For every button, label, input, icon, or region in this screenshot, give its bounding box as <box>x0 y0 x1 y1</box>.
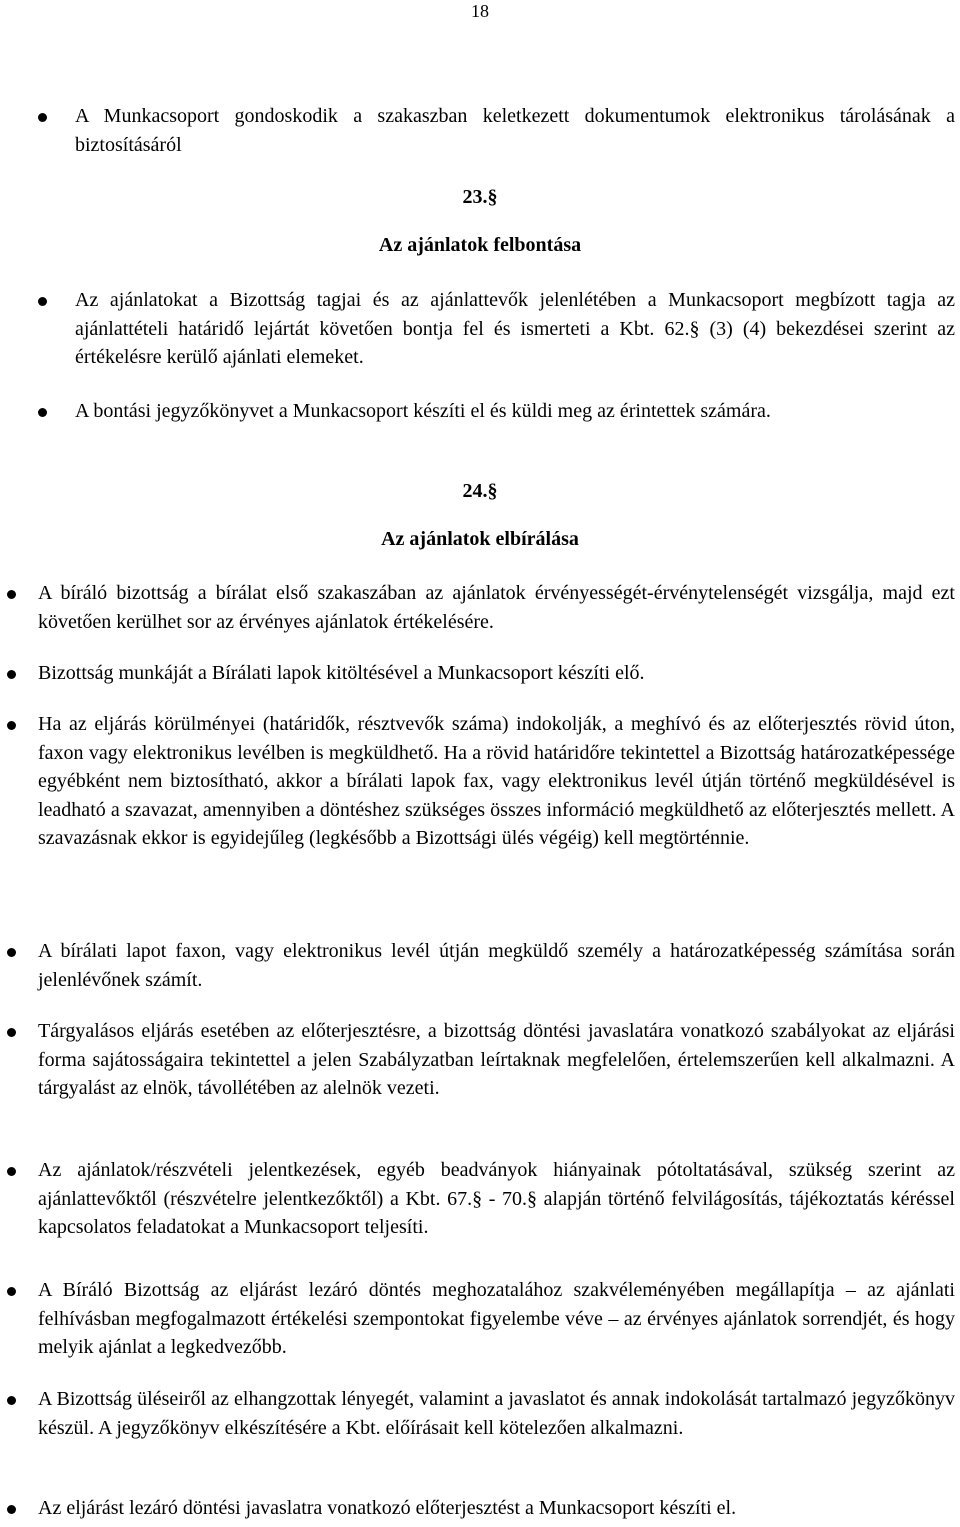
list-item-text: Az ajánlatokat a Bizottság tagjai és az ajánlattevők jelenlétében a Munkacsoport megbízott tagja az ajánlattételi határidő lejártát követően bontja fel és ismerteti a Kbt. 62.§ (3) (4) bekezdései szerint az értékelésre kerülő ajánlati elemeket. <box>75 289 955 368</box>
bullet-icon <box>38 113 47 122</box>
list-item-text: Bizottság munkáját a Bírálati lapok kitöltésével a Munkacsoport készíti elő. <box>38 662 645 684</box>
list-item-text: Ha az eljárás körülményei (határidők, résztvevők száma) indokolják, a meghívó és az előterjesztés rövid úton, faxon vagy elektronikus levélben is megküldhető. Ha a rövid határidőre tekintettel a Bizottság határozatképessége egyébként nem biztosítható, akkor a bírálati lapok fax, vagy elektronikus levél útján történő megküldésével is leadható a szavazat, amennyiben a döntéshez szükséges összes információ megküldhető az előterjesztés mellett. A szavazásnak ekkor is egyidejűleg (legkésőbb a Bizottsági ülés végéig) kell megtörténnie. <box>38 713 955 849</box>
list-item-text: A Munkacsoport gondoskodik a szakaszban keletkezett dokumentumok elektronikus tárolásának a biztosításáról <box>75 105 955 156</box>
section-title: Az ajánlatok felbontása <box>378 234 582 256</box>
bullet-icon <box>7 1167 16 1176</box>
section-number: 23.§ <box>462 186 498 208</box>
list-item <box>38 1385 955 1442</box>
list-item <box>75 397 955 426</box>
list-item-text: Az ajánlatok/részvételi jelentkezések, egyéb beadványok hiányainak pótoltatásával, szükség szerint az ajánlattevőktől (részvételre jelentkezőktől) a Kbt. 67.§ - 70.§ alapján történő felvilágosítás, tájékoztatás kéréssel kapcsolatos feladatokat a Munkacsoport teljesíti. <box>38 1159 955 1238</box>
section-number: 24.§ <box>462 480 498 502</box>
bullet-icon <box>7 721 16 730</box>
list-item <box>75 102 955 159</box>
bullet-icon <box>38 297 47 306</box>
section-title: Az ajánlatok elbírálása <box>381 528 579 550</box>
list-item <box>38 1494 955 1523</box>
list-item-text: Tárgyalásos eljárás esetében az előterjesztésre, a bizottság döntési javaslatára vonatkozó szabályokat az eljárási forma sajátosságaira tekintettel a jelen Szabályzatban leírtaknak megfelelően, értelemszerűen kell alkalmazni. A tárgyalást az elnök, távollétében az alelnök vezeti. <box>38 1020 955 1099</box>
bullet-icon <box>7 1505 16 1514</box>
page-number: 18 <box>471 1 489 21</box>
bullet-icon <box>7 948 16 957</box>
bullet-icon <box>7 1396 16 1405</box>
list-item <box>38 937 955 994</box>
list-item-text: A bíráló bizottság a bírálat első szakaszában az ajánlatok érvényességét-érvénytelenségét vizsgálja, majd ezt követően kerülhet sor az érvényes ajánlatok értékelésére. <box>38 582 955 633</box>
list-item <box>38 1017 955 1103</box>
list-item-text: A Bíráló Bizottság az eljárást lezáró döntés meghozatalához szakvéleményében megállapítja – az ajánlati felhívásban megfogalmazott értékelési szempontokat figyelembe véve – az érvényes ajánlatok sorrendjét, és hogy melyik ajánlat a legkedvezőbb. <box>38 1279 955 1358</box>
list-item <box>38 579 955 636</box>
list-item <box>38 659 955 688</box>
list-item-text: A Bizottság üléseiről az elhangzottak lényegét, valamint a javaslatot és annak indokolását tartalmazó jegyzőkönyv készül. A jegyzőkönyv elkészítésére a Kbt. előírásait kell kötelezően alkalmazni. <box>38 1388 955 1439</box>
list-item-text: A bontási jegyzőkönyvet a Munkacsoport készíti el és küldi meg az érintettek számára. <box>75 400 771 422</box>
bullet-icon <box>7 670 16 679</box>
list-item-text: Az eljárást lezáró döntési javaslatra vonatkozó előterjesztést a Munkacsoport készíti el. <box>38 1497 737 1519</box>
bullet-icon <box>7 1287 16 1296</box>
list-item <box>38 710 955 853</box>
bullet-icon <box>7 1028 16 1037</box>
list-item-text: A bírálati lapot faxon, vagy elektronikus levél útján megküldő személy a határozatképesség számítása során jelenlévőnek számít. <box>38 940 955 991</box>
list-item <box>38 1276 955 1362</box>
bullet-icon <box>38 408 47 417</box>
list-item <box>75 286 955 372</box>
list-item <box>38 1156 955 1242</box>
bullet-icon <box>7 590 16 599</box>
